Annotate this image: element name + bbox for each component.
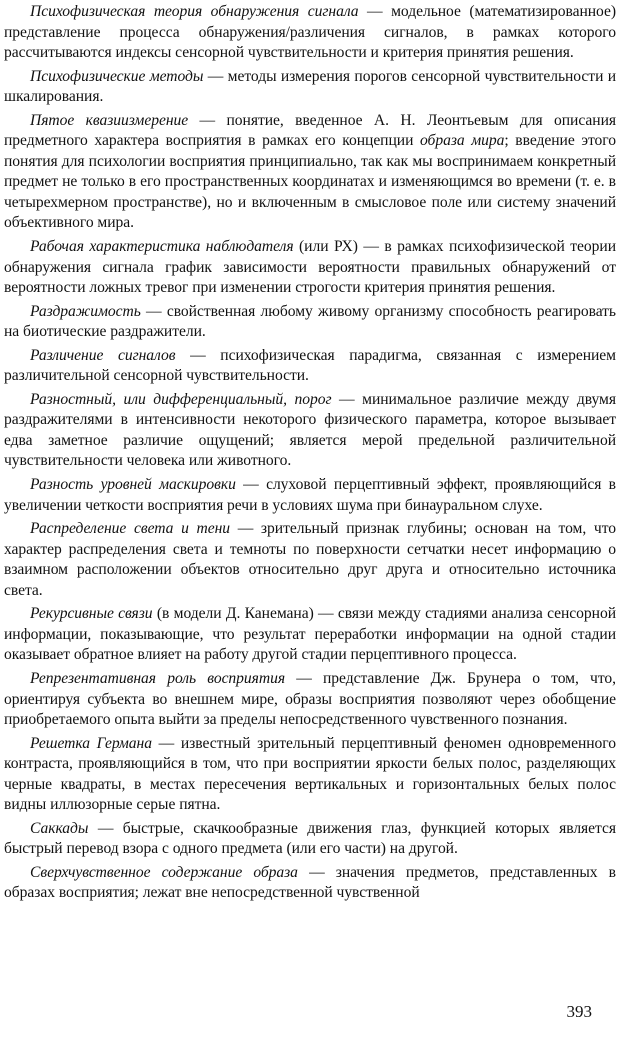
entry-term: Психофизические методы xyxy=(30,67,204,85)
entry-term: Рабочая характеристика наблюдателя xyxy=(30,238,294,256)
entry-definition: — психофизическая парадигма, связанная с измерением различительной сенсорной чувствительности. xyxy=(4,346,616,385)
glossary-entries xyxy=(4,2,616,907)
glossary-entry xyxy=(4,604,616,666)
entry-definition: — понятие, введенное А. Н. Леонтьевым для описания предметного характера восприятия в рамках его концепции xyxy=(4,111,616,150)
entry-definition: — методы измерения порогов сенсорной чувствительности и шкалирования. xyxy=(4,67,616,106)
page-number: 393 xyxy=(566,1002,592,1021)
entry-definition: — быстрые, скачкообразные движения глаз, функцией которых является быстрый перевод взора с одного предмета (или его части) на другой. xyxy=(4,819,616,858)
glossary-entry xyxy=(4,346,616,387)
glossary-entry xyxy=(4,519,616,601)
entry-definition: — модельное (математизированное) представление процесса обнаружения/различения сигналов, в рамках которого рассчитываются индексы сенсорной чувствительности и критерия принятия решения. xyxy=(4,3,616,62)
glossary-entry xyxy=(4,669,616,731)
entry-definition: — слуховой перцептивный эффект, проявляющийся в увеличении четкости восприятия речи в условиях шума при бинауральном слухе. xyxy=(4,476,616,514)
entry-term: Психофизическая теория обнаружения сигнала xyxy=(30,3,359,20)
entry-definition-continued: ; введение этого понятия для психологии восприятия принципиально, так как мы воспринимаем конкретный предмет не только в его пространственных координатах и изменяющимся во времени (т. е. в четырехмерном пространстве), но и включенным в смысловое поле или систему значений объективного мира. xyxy=(4,132,616,232)
glossary-entry xyxy=(4,863,616,904)
entry-term: Разность уровней маскировки xyxy=(30,476,236,494)
entry-term: Разностный, или дифференциальный, порог xyxy=(30,390,332,408)
glossary-entry xyxy=(4,390,616,472)
glossary-entry xyxy=(4,819,616,860)
entry-definition: (в модели Д. Канемана) — связи между стадиями анализа сенсорной информации, показывающие, что результат переработки информации на одной стадии оказывает обратное влияет на работу другой стадии перцептивного процесса. xyxy=(4,605,617,664)
entry-term: Рекурсивные связи xyxy=(30,605,153,623)
entry-inline-term: образа мира xyxy=(420,132,505,150)
glossary-entry xyxy=(4,2,616,64)
entry-definition: — представление Дж. Брунера о том, что, ориентируя субъекта во внешнем мире, образы восприятия позволяют через обобщение приобретаемого опыта выйти за пределы непосредственного чувственного познания. xyxy=(4,669,616,729)
entry-term: Пятое квазиизмерение xyxy=(30,111,189,129)
entry-term: Решетка Германа xyxy=(30,734,152,752)
entry-term: Распределение света и тени xyxy=(30,520,231,538)
entry-definition: (или РХ) — в рамках психофизической теории обнаружения сигнала график зависимости вероятности правильных обнаружений от вероятности ложных тревог при изменении строгости критерия принятия решения. xyxy=(4,238,616,297)
entry-term: Сверхчувственное содержание образа xyxy=(30,863,298,881)
entry-term: Репрезентативная роль восприятия xyxy=(30,669,286,687)
entry-definition: — значения предметов, представленных в образах восприятия; лежат вне непосредственной чувственной xyxy=(4,863,616,902)
entry-definition: — зрительный признак глубины; основан на том, что характер распределения света и темноты по поверхности сетчатки несет информацию о взаимном расположении объектов относительно друг друга и относительно источника света. xyxy=(4,520,617,599)
glossary-entry xyxy=(4,67,616,108)
glossary-entry xyxy=(4,475,616,516)
entry-term: Различение сигналов xyxy=(30,346,176,364)
entry-definition: — известный зрительный перцептивный феномен одновременного контраста, проявляющийся в том, что при восприятии яркости белых полос, разделяющих черные квадраты, в местах пересечения вертикальных и горизонтальных белых полос видны иллюзорные серые пятна. xyxy=(4,734,616,814)
glossary-entry xyxy=(4,237,616,299)
entry-term: Саккады xyxy=(30,819,89,837)
entry-term: Раздражимость xyxy=(30,302,141,320)
glossary-entry xyxy=(4,302,616,343)
glossary-entry xyxy=(4,734,616,816)
entry-definition: — минимальное различие между двумя раздражителями в интенсивности некоторого физического параметра, которое вызывает едва заметное различие ощущений; является мерой предельной различительной чувствительности человека или животного. xyxy=(4,390,616,470)
glossary-entry xyxy=(4,111,616,234)
entry-definition: — свойственная любому живому организму способность реагировать на биотические раздражители. xyxy=(4,302,616,341)
